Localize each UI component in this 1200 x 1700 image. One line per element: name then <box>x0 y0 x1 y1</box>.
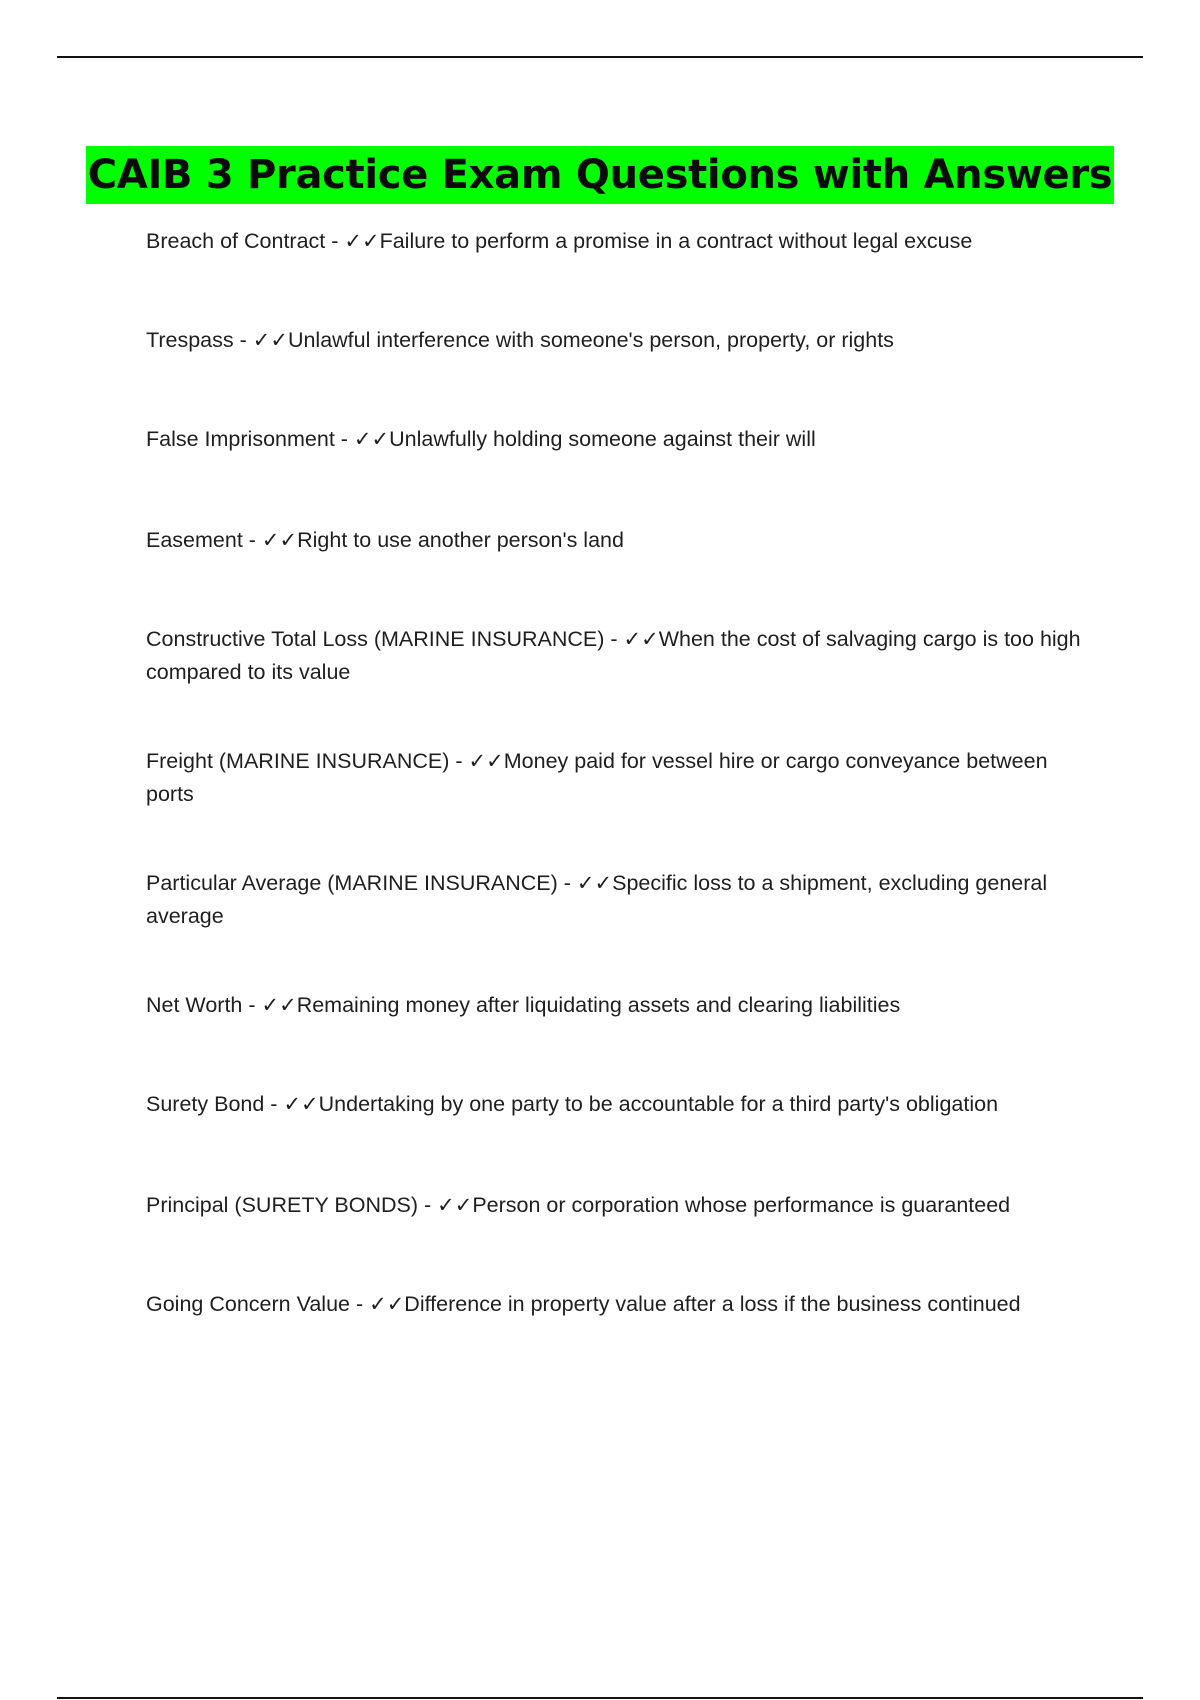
qa-entry <box>146 423 1096 456</box>
entry-term: Breach of Contract <box>146 229 326 253</box>
check-icon: ✓✓ <box>353 427 390 451</box>
check-icon: ✓✓ <box>344 229 380 253</box>
entry-term: Trespass <box>146 328 234 352</box>
check-icon: ✓✓ <box>468 749 504 773</box>
entry-definition: Specific loss to a shipment, excluding general average <box>146 871 1048 928</box>
check-icon: ✓✓ <box>437 1193 473 1217</box>
entry-term: Going Concern Value <box>146 1292 350 1316</box>
qa-entry <box>146 1189 1096 1222</box>
qa-entry <box>146 989 1096 1022</box>
entry-term: Freight (MARINE INSURANCE) <box>146 749 450 773</box>
entry-term: Surety Bond <box>146 1092 265 1116</box>
qa-entry <box>146 225 1096 258</box>
check-icon: ✓✓ <box>576 871 613 895</box>
entry-separator: - <box>242 528 262 552</box>
entry-definition: Failure to perform a promise in a contract without legal excuse <box>379 229 973 253</box>
qa-entry <box>146 867 1096 933</box>
qa-entry <box>146 324 1096 357</box>
entry-term: Easement <box>146 528 243 552</box>
entry-separator: - <box>242 993 262 1017</box>
qa-entry <box>146 623 1096 689</box>
entry-separator: - <box>264 1092 284 1116</box>
entry-definition: Undertaking by one party to be accountable for a third party's obligation <box>318 1092 999 1116</box>
entry-separator: - <box>233 328 253 352</box>
entry-definition: Person or corporation whose performance is guaranteed <box>472 1193 1011 1217</box>
entry-term: Principal (SURETY BONDS) <box>146 1193 418 1217</box>
check-icon: ✓✓ <box>283 1092 319 1116</box>
entry-definition: Unlawfully holding someone against their will <box>389 427 816 451</box>
qa-list <box>146 225 1096 1321</box>
entry-definition: When the cost of salvaging cargo is too high compared to its value <box>146 627 1081 684</box>
check-icon: ✓✓ <box>261 993 297 1017</box>
entry-separator: - <box>349 1292 370 1316</box>
entry-term: False Imprisonment <box>146 427 335 451</box>
entry-separator: - <box>418 1193 438 1217</box>
entry-term: Net Worth <box>146 993 243 1017</box>
qa-entry <box>146 745 1096 811</box>
entry-separator: - <box>325 229 345 253</box>
entry-definition: Right to use another person's land <box>297 528 624 552</box>
qa-entry <box>146 1288 1096 1321</box>
entry-separator: - <box>334 427 354 451</box>
entry-definition: Difference in property value after a loss if the business continued <box>404 1292 1021 1316</box>
entry-separator: - <box>604 627 624 651</box>
entry-definition: Money paid for vessel hire or cargo conveyance between ports <box>146 749 1048 806</box>
entry-definition: Remaining money after liquidating assets and clearing liabilities <box>296 993 901 1017</box>
title-container <box>0 146 1200 204</box>
top-rule <box>57 56 1143 58</box>
entry-term: Constructive Total Loss (MARINE INSURANCE) <box>146 627 605 651</box>
check-icon: ✓✓ <box>369 1292 405 1316</box>
entry-separator: - <box>449 749 469 773</box>
check-icon: ✓✓ <box>252 328 288 352</box>
entry-definition: Unlawful interference with someone's person, property, or rights <box>287 328 894 352</box>
check-icon: ✓✓ <box>623 627 659 651</box>
entry-term: Particular Average (MARINE INSURANCE) <box>146 871 558 895</box>
bottom-rule <box>57 1697 1143 1699</box>
entry-separator: - <box>557 871 577 895</box>
qa-entry <box>146 524 1096 557</box>
document-title: CAIB 3 Practice Exam Questions with Answers <box>86 146 1115 204</box>
qa-entry <box>146 1088 1096 1121</box>
check-icon: ✓✓ <box>261 528 298 552</box>
